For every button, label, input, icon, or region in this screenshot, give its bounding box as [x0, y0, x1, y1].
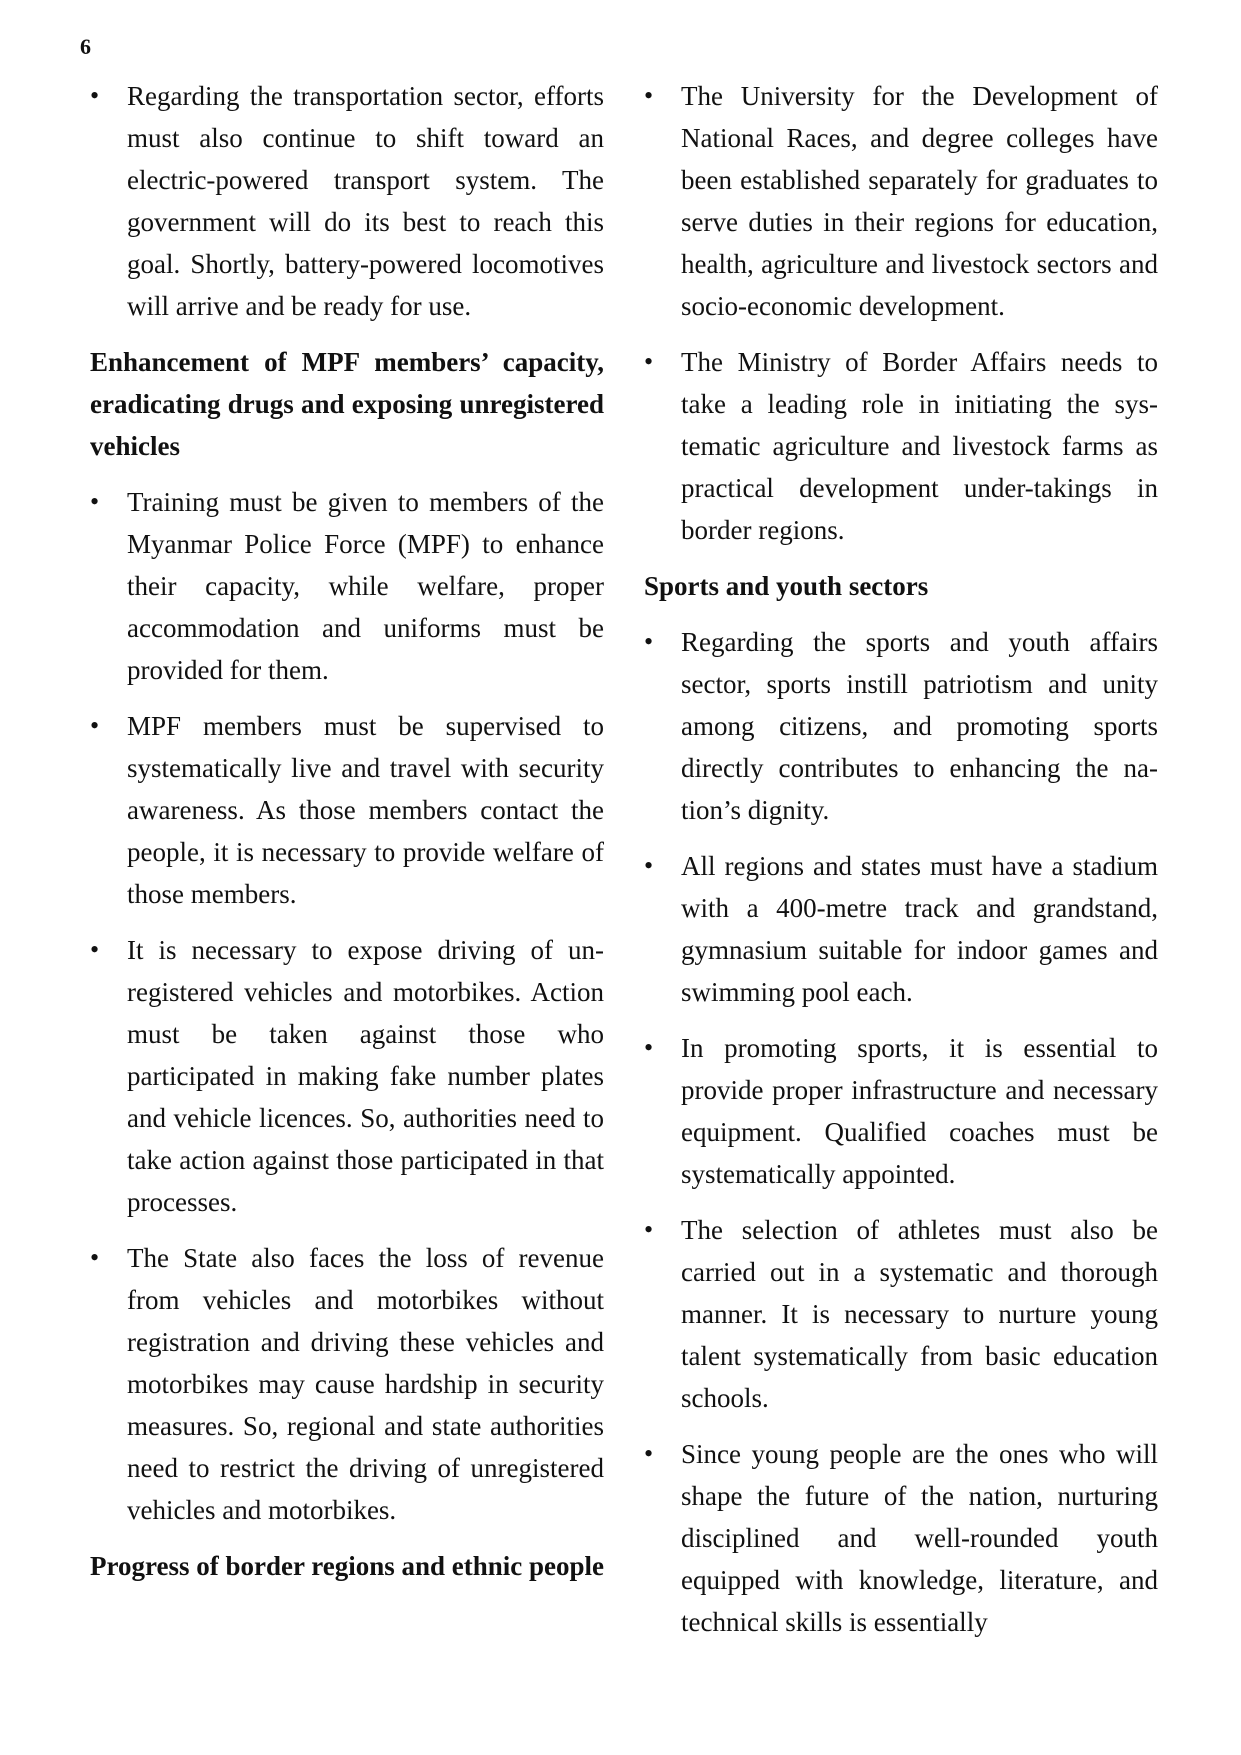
- paragraph: • The State also faces the loss of revenue from vehicles and motorbikes without registration and driving these vehicles and motorbikes may cause hardship in security measures. So, regional and state authorities need to restrict the driving of unregistered vehicles and motorbikes.: [127, 1243, 604, 1525]
- paragraph: • It is necessary to expose driving of unregistered vehicles and motorbikes. Action must be taken against those who participated in making fake number plates and vehicle licences. So, authorities need to take action against those participated in that processes.: [127, 935, 604, 1217]
- paragraph: • Regarding the transportation sector, efforts must also continue to shift toward an electric-powered transport system. The government will do its best to reach this goal. Shortly, battery-powered locomotives will arrive and be ready for use.: [127, 81, 604, 321]
- section-heading-mpf: Enhancement of MPF members’ capacity, eradicating drugs and exposing unregistered vehicles: [90, 347, 604, 461]
- right-column: [644, 75, 1158, 1657]
- paragraph: • The University for the Development of National Races, and degree colleges have been established separately for graduates to serve duties in their regions for education, health, agriculture and livestock sectors and socio-economic development.: [681, 81, 1158, 321]
- list-item: [644, 1433, 1158, 1643]
- paragraph: • Training must be given to members of the Myanmar Police Force (MPF) to enhance their capacity, while welfare, proper accommodation and uniforms must be provided for them.: [127, 487, 604, 685]
- list-item: [90, 929, 604, 1223]
- list-item: [644, 341, 1158, 551]
- list-item: [644, 1027, 1158, 1195]
- list-item: [644, 845, 1158, 1013]
- section-heading-border-regions: Progress of border regions and ethnic people: [90, 1551, 605, 1581]
- list-item: [90, 481, 604, 691]
- list-item: [644, 621, 1158, 831]
- paragraph: • All regions and states must have a stadium with a 400-metre track and grandstand, gymnasium suitable for indoor games and swimming pool each.: [681, 851, 1158, 1007]
- paragraph: • Regarding the sports and youth affairs sector, sports instill patriotism and unity among citizens, and promoting sports directly contributes to enhancing the nation’s dignity.: [681, 627, 1158, 825]
- section-heading-sports-youth: Sports and youth sectors: [644, 571, 929, 601]
- left-column: [90, 75, 604, 1601]
- paragraph: • MPF members must be supervised to systematically live and travel with security awareness. As those members contact the people, it is necessary to provide welfare of those members.: [127, 711, 604, 909]
- list-item: [90, 1237, 604, 1531]
- paragraph: • The Ministry of Border Affairs needs to take a leading role in initiating the systematic agriculture and livestock farms as practical development under-takings in border regions.: [681, 347, 1158, 545]
- paragraph: • The selection of athletes must also be carried out in a systematic and thorough manner. It is necessary to nurture young talent systematically from basic education schools.: [681, 1215, 1158, 1413]
- paragraph: • Since young people are the ones who will shape the future of the nation, nurturing disciplined and well-rounded youth equipped with knowledge, literature, and technical skills is essentially: [681, 1439, 1158, 1637]
- list-item: [90, 705, 604, 915]
- sports-bullet-list: [644, 621, 1158, 1643]
- list-item: [644, 75, 1158, 327]
- border-regions-bullet-list: [644, 75, 1158, 551]
- mpf-bullet-list: [90, 481, 604, 1531]
- list-item: [644, 1209, 1158, 1419]
- page-number: 6: [80, 34, 91, 59]
- paragraph: • In promoting sports, it is essential to provide proper infrastructure and necessary equipment. Qualified coaches must be systematically appointed.: [681, 1033, 1158, 1189]
- list-item: [90, 75, 604, 327]
- transport-bullet-list: [90, 75, 604, 327]
